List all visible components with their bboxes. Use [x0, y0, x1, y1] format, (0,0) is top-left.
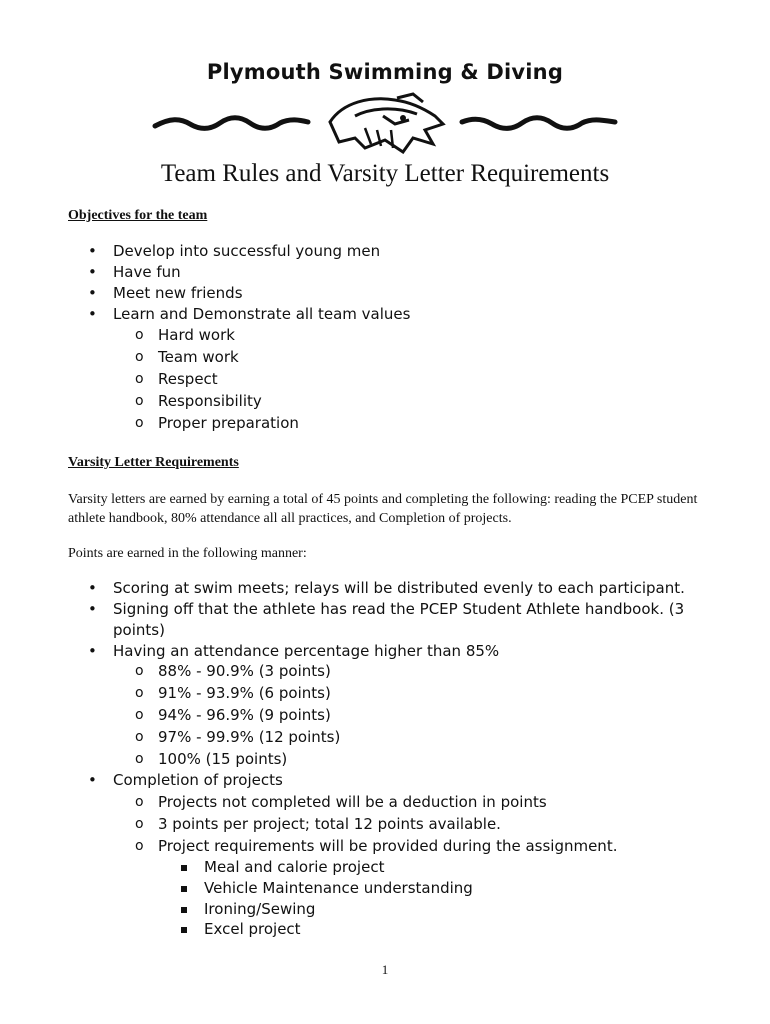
sub-list-item-text: 91% - 93.9% (6 points)	[158, 684, 331, 702]
sub-bullet-marker: o	[135, 415, 144, 431]
sub-list-item-text: 97% - 99.9% (12 points)	[158, 728, 341, 746]
points-intro-paragraph: Points are earned in the following manner:	[68, 546, 307, 561]
list-item-text: Having an attendance percentage higher than 85%	[113, 642, 500, 660]
sub-sub-list-item-text: Meal and calorie project	[204, 858, 385, 876]
varsity-heading: Varsity Letter Requirements	[68, 455, 239, 470]
bullet-marker: •	[88, 600, 97, 618]
sub-sub-list-item-text: Vehicle Maintenance understanding	[204, 879, 473, 897]
sub-bullet-marker: o	[135, 371, 144, 387]
sub-list-item-text: 94% - 96.9% (9 points)	[158, 706, 331, 724]
sub-list-item-text: 3 points per project; total 12 points available.	[158, 815, 501, 833]
document-title: Team Rules and Varsity Letter Requirements	[160, 160, 610, 187]
sub-list-item-text: Projects not completed will be a deduction in points	[158, 793, 547, 811]
sub-list-item-text: Responsibility	[158, 392, 262, 410]
sub-list-item-text: 100% (15 points)	[158, 750, 288, 768]
bullet-marker: •	[88, 642, 97, 660]
sub-bullet-marker: o	[135, 816, 144, 832]
sub-list-item-text: Respect	[158, 370, 218, 388]
list-item-text: Develop into successful young men	[113, 242, 381, 260]
bullet-marker: •	[88, 284, 97, 302]
sub-bullet-marker: o	[135, 327, 144, 343]
list-item-text: Have fun	[113, 263, 181, 281]
sub-list-item-text: Proper preparation	[158, 414, 299, 432]
list-item-text: Learn and Demonstrate all team values	[113, 305, 411, 323]
sub-bullet-marker: o	[135, 794, 144, 810]
bullet-marker: •	[88, 771, 97, 789]
sub-bullet-marker: o	[135, 685, 144, 701]
sub-bullet-marker: o	[135, 663, 144, 679]
page-number: 1	[381, 962, 389, 977]
list-item-text: Completion of projects	[113, 771, 283, 789]
list-item-text: Meet new friends	[113, 284, 243, 302]
sub-bullet-marker: o	[135, 707, 144, 723]
square-bullet-icon	[181, 886, 187, 892]
sub-list-item-text: Project requirements will be provided during the assignment.	[158, 837, 618, 855]
sub-sub-list-item-text: Excel project	[204, 920, 301, 938]
sub-bullet-marker: o	[135, 393, 144, 409]
sub-bullet-marker: o	[135, 751, 144, 767]
sub-sub-list-item-text: Ironing/Sewing	[204, 900, 316, 918]
sub-bullet-marker: o	[135, 838, 144, 854]
sub-list-item-text: Team work	[158, 348, 239, 366]
list-item-text: Scoring at swim meets; relays will be distributed evenly to each participant.	[113, 579, 685, 597]
list-item-text: points)	[113, 621, 165, 639]
bullet-marker: •	[88, 263, 97, 281]
predator-logo-icon	[150, 92, 620, 154]
org-title: Plymouth Swimming & Diving	[206, 60, 564, 84]
bullet-marker: •	[88, 242, 97, 260]
square-bullet-icon	[181, 907, 187, 913]
list-item-text: Signing off that the athlete has read the PCEP Student Athlete handbook. (3	[113, 600, 685, 618]
varsity-intro-paragraph: Varsity letters are earned by earning a total of 45 points and completing the following: reading the PCEP student athlete handbook, 80% attendance all all practices, and Completion of projects.	[68, 492, 698, 526]
bullet-marker: •	[88, 579, 97, 597]
bullet-marker: •	[88, 305, 97, 323]
sub-list-item-text: 88% - 90.9% (3 points)	[158, 662, 331, 680]
sub-bullet-marker: o	[135, 729, 144, 745]
square-bullet-icon	[181, 927, 187, 933]
square-bullet-icon	[181, 865, 187, 871]
sub-list-item-text: Hard work	[158, 326, 235, 344]
objectives-heading: Objectives for the team	[68, 208, 208, 223]
sub-bullet-marker: o	[135, 349, 144, 365]
